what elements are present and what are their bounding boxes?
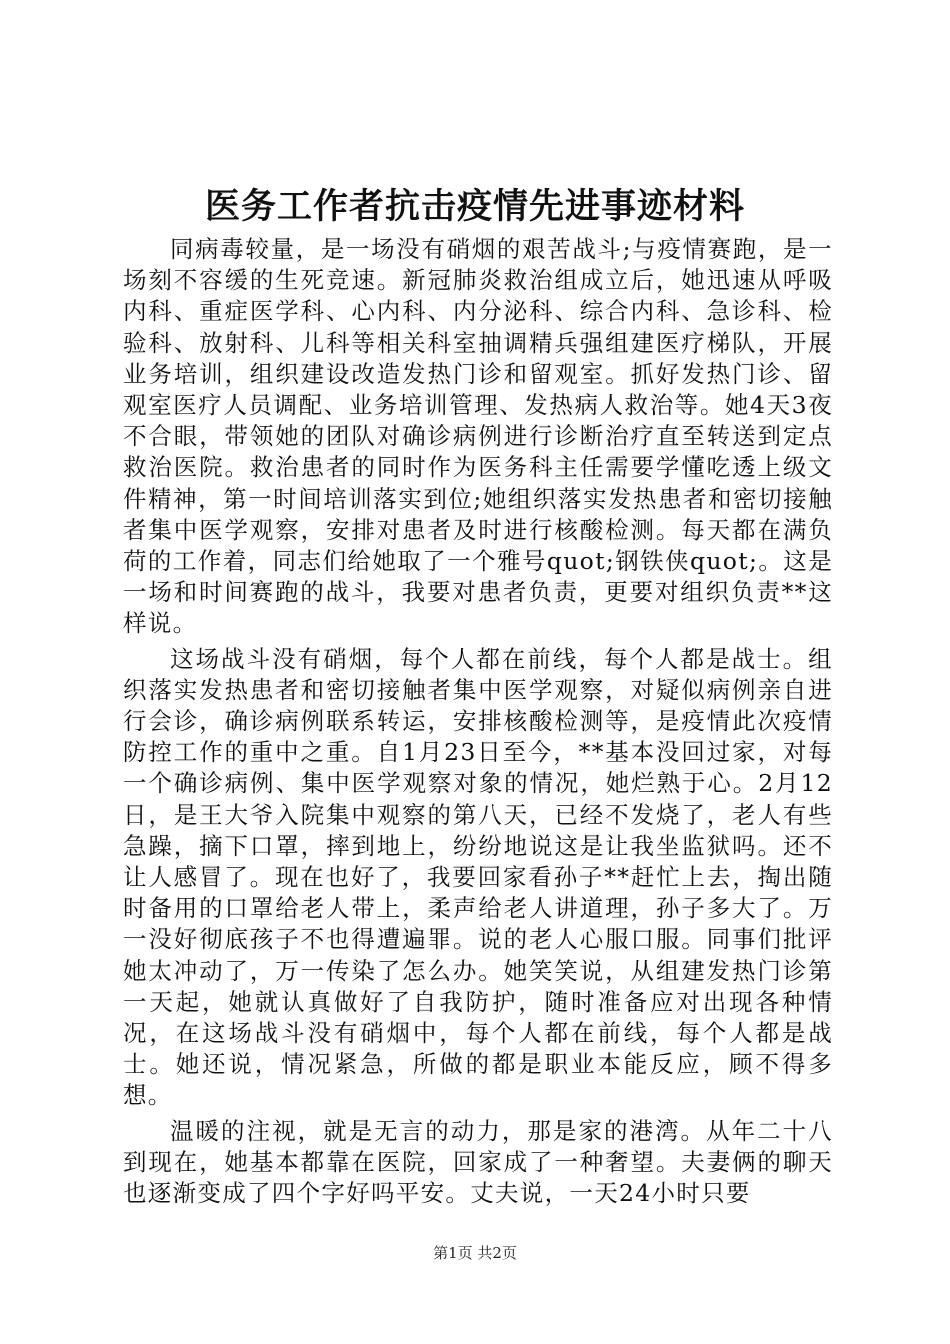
page-footer: 第1页 共2页 — [433, 1244, 517, 1262]
document-title: 医务工作者抗击疫情先进事迹材料 — [204, 186, 745, 227]
paragraph-3: 温暖的注视，就是无言的动力，那是家的港湾。从年二十八到现在，她基本都靠在医院，回家成了一种奢望。夫妻俩的聊天也逐渐变成了四个字好吗平安。丈夫说，一天24小时只要 — [123, 1116, 833, 1208]
document-body — [123, 234, 833, 1213]
paragraph-1: 同病毒较量，是一场没有硝烟的艰苦战斗;与疫情赛跑，是一场刻不容缓的生死竞速。新冠肺炎救治组成立后，她迅速从呼吸内科、重症医学科、心内科、内分泌科、综合内科、急诊科、检验科、放射科、儿科等相关科室抽调精兵强组建医疗梯队，开展业务培训，组织建设改造发热门诊和留观室。抓好发热门诊、留观室医疗人员调配、业务培训管理、发热病人救治等。她4天3夜不合眼，带领她的团队对确诊病例进行诊断治疗直至转送到定点救治医院。救治患者的同时作为医务科主任需要学懂吃透上级文件精神，第一时间培训落实到位;她组织落实发热患者和密切接触者集中医学观察，安排对患者及时进行核酸检测。每天都在满负荷的工作着，同志们给她取了一个雅号quot;钢铁侠quot;。这是一场和时间赛跑的战斗，我要对患者负责，更要对组织负责**这样说。 — [123, 235, 833, 638]
paragraph-2: 这场战斗没有硝烟，每个人都在前线，每个人都是战士。组织落实发热患者和密切接触者集中医学观察，对疑似病例亲自进行会诊，确诊病例联系转运，安排核酸检测等，是疫情此次疫情防控工作的重中之重。自1月23日至今，**基本没回过家，对每一个确诊病例、集中医学观察对象的情况，她烂熟于心。2月12日，是王大爷入院集中观察的第八天，已经不发烧了，老人有些急躁，摘下口罩，摔到地上，纷纷地说这是让我坐监狱吗。还不让人感冒了。现在也好了，我要回家看孙子**赶忙上去，掏出随时备用的口罩给老人带上，柔声给老人讲道理，孙子多大了。万一没好彻底孩子不也得遭遍罪。说的老人心服口服。同事们批评她太冲动了，万一传染了怎么办。她笑笑说，从组建发热门诊第一天起，她就认真做好了自我防护，随时准备应对出现各种情况，在这场战斗没有硝烟中，每个人都在前线，每个人都是战士。她还说，情况紧急，所做的都是职业本能反应，顾不得多想。 — [123, 644, 833, 1110]
